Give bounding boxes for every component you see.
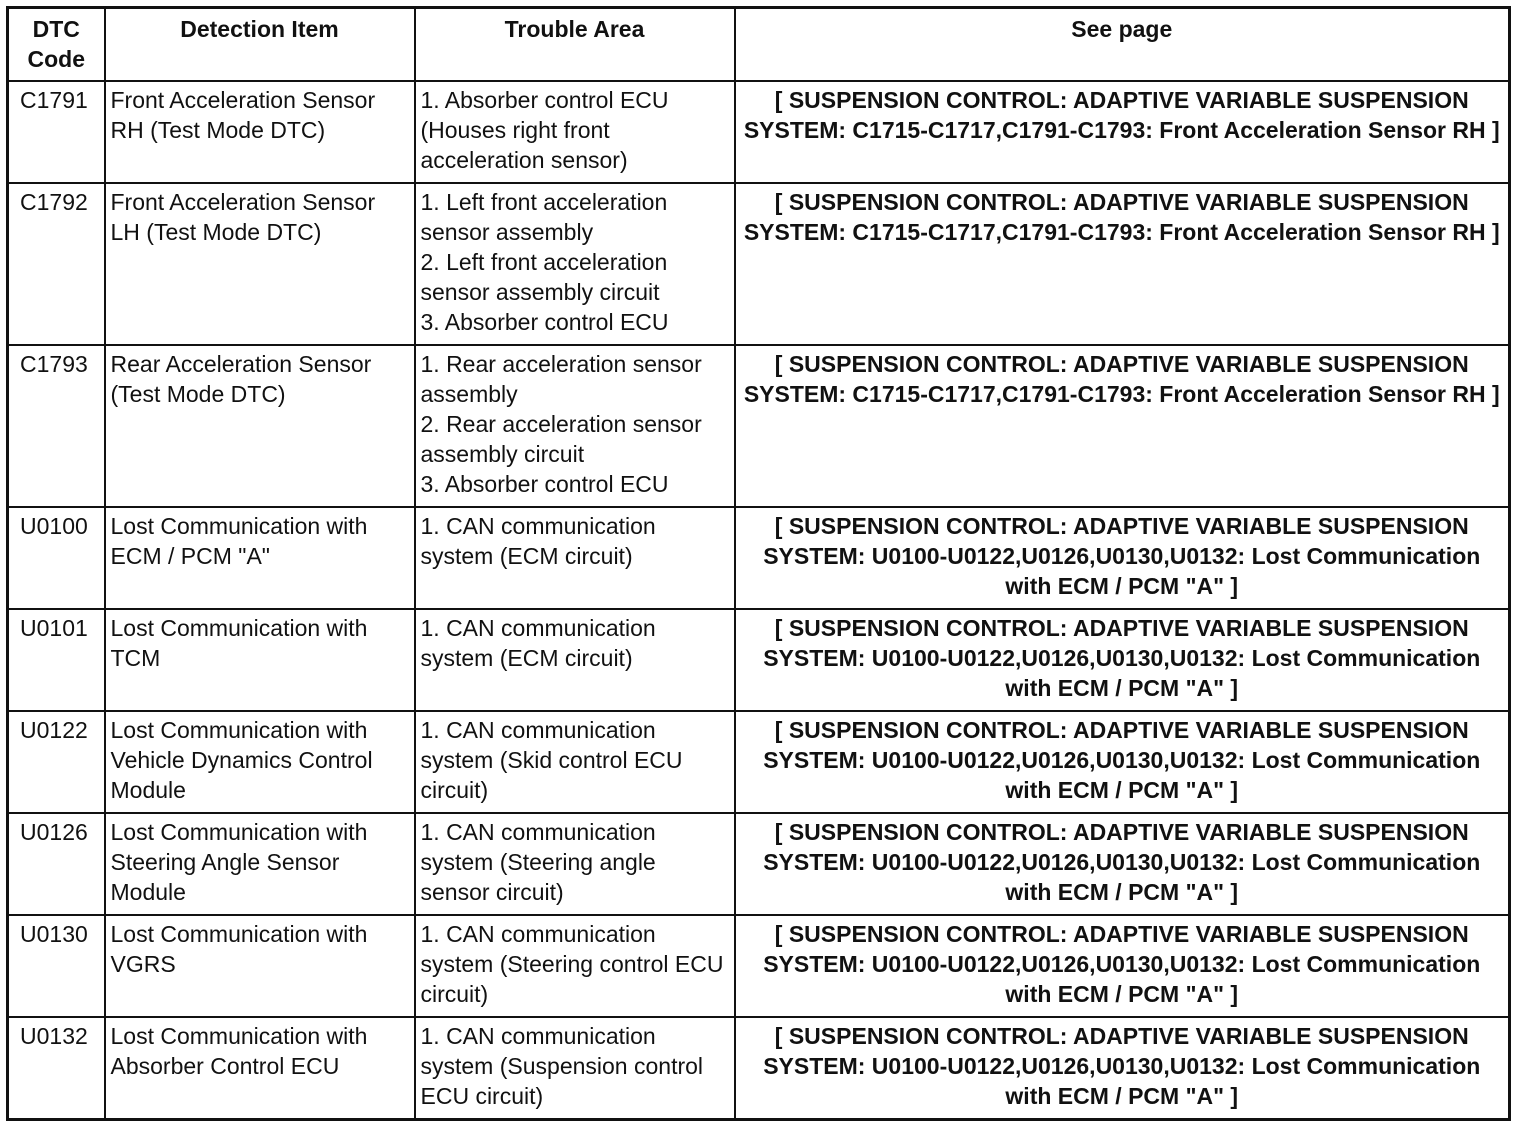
dtc-code-cell: C1791 <box>8 81 105 183</box>
trouble-area-cell <box>415 1017 735 1120</box>
header-dtc-code <box>8 8 105 81</box>
header-trouble-area: Trouble Area <box>415 8 735 81</box>
trouble-area-cell <box>415 345 735 507</box>
table-row <box>8 813 1510 915</box>
trouble-area-item: 2. Rear acceleration sensor assembly circuit <box>420 410 702 467</box>
header-see-page: See page <box>735 8 1510 81</box>
detection-item-cell: Lost Communication with Steering Angle Sensor Module <box>105 813 415 915</box>
see-page-link[interactable]: [ SUSPENSION CONTROL: ADAPTIVE VARIABLE SUSPENSION SYSTEM: U0100-U0122,U0126,U0130,U0132: Lost Communication with ECM / PCM "A" ] <box>735 915 1510 1017</box>
header-detection-item: Detection Item <box>105 8 415 81</box>
trouble-area-item: 1. Absorber control ECU (Houses right front acceleration sensor) <box>420 86 669 173</box>
detection-item-cell: Front Acceleration Sensor LH (Test Mode DTC) <box>105 183 415 345</box>
detection-item-cell: Lost Communication with VGRS <box>105 915 415 1017</box>
trouble-area-item: 1. CAN communication system (Steering control ECU circuit) <box>420 920 724 1007</box>
trouble-area-item: 1. Left front acceleration sensor assembly <box>420 188 668 245</box>
trouble-area-item: 1. CAN communication system (ECM circuit) <box>420 512 656 569</box>
table-row <box>8 1017 1510 1120</box>
dtc-code-cell: U0132 <box>8 1017 105 1120</box>
detection-item-cell: Lost Communication with ECM / PCM "A" <box>105 507 415 609</box>
header-dtc-code-line2: Code <box>27 46 85 72</box>
trouble-area-item: 1. CAN communication system (Skid control ECU circuit) <box>420 716 683 803</box>
trouble-area-cell <box>415 711 735 813</box>
trouble-area-item: 3. Absorber control ECU <box>420 470 669 497</box>
table-row <box>8 915 1510 1017</box>
detection-item-cell: Lost Communication with TCM <box>105 609 415 711</box>
trouble-area-item: 3. Absorber control ECU <box>420 308 669 335</box>
trouble-area-item: 1. CAN communication system (Suspension control ECU circuit) <box>420 1022 704 1109</box>
table-row <box>8 81 1510 183</box>
detection-item-cell: Front Acceleration Sensor RH (Test Mode DTC) <box>105 81 415 183</box>
detection-item-cell: Lost Communication with Absorber Control ECU <box>105 1017 415 1120</box>
dtc-code-cell: U0100 <box>8 507 105 609</box>
header-dtc-code-line1: DTC <box>32 16 80 42</box>
table-row <box>8 507 1510 609</box>
see-page-link[interactable]: [ SUSPENSION CONTROL: ADAPTIVE VARIABLE SUSPENSION SYSTEM: U0100-U0122,U0126,U0130,U0132: Lost Communication with ECM / PCM "A" ] <box>735 711 1510 813</box>
dtc-code-cell: C1792 <box>8 183 105 345</box>
trouble-area-cell <box>415 915 735 1017</box>
trouble-area-item: 1. Rear acceleration sensor assembly <box>420 350 702 407</box>
trouble-area-item: 2. Left front acceleration sensor assembly circuit <box>420 248 668 305</box>
dtc-code-cell: C1793 <box>8 345 105 507</box>
trouble-area-cell <box>415 81 735 183</box>
detection-item-cell: Rear Acceleration Sensor (Test Mode DTC) <box>105 345 415 507</box>
dtc-code-cell: U0122 <box>8 711 105 813</box>
table-row <box>8 711 1510 813</box>
table-row <box>8 345 1510 507</box>
see-page-link[interactable]: [ SUSPENSION CONTROL: ADAPTIVE VARIABLE SUSPENSION SYSTEM: U0100-U0122,U0126,U0130,U0132: Lost Communication with ECM / PCM "A" ] <box>735 1017 1510 1120</box>
trouble-area-item: 1. CAN communication system (Steering angle sensor circuit) <box>420 818 656 905</box>
trouble-area-item: 1. CAN communication system (ECM circuit) <box>420 614 656 671</box>
dtc-code-cell: U0126 <box>8 813 105 915</box>
see-page-link[interactable]: [ SUSPENSION CONTROL: ADAPTIVE VARIABLE SUSPENSION SYSTEM: U0100-U0122,U0126,U0130,U0132: Lost Communication with ECM / PCM "A" ] <box>735 609 1510 711</box>
table-row <box>8 609 1510 711</box>
see-page-link[interactable]: [ SUSPENSION CONTROL: ADAPTIVE VARIABLE SUSPENSION SYSTEM: C1715-C1717,C1791-C1793: Front Acceleration Sensor RH ] <box>735 183 1510 345</box>
dtc-code-cell: U0130 <box>8 915 105 1017</box>
table-header-row <box>8 8 1510 81</box>
detection-item-cell: Lost Communication with Vehicle Dynamics Control Module <box>105 711 415 813</box>
trouble-area-cell <box>415 507 735 609</box>
trouble-area-cell <box>415 609 735 711</box>
see-page-link[interactable]: [ SUSPENSION CONTROL: ADAPTIVE VARIABLE SUSPENSION SYSTEM: C1715-C1717,C1791-C1793: Front Acceleration Sensor RH ] <box>735 345 1510 507</box>
dtc-table <box>6 6 1511 1121</box>
dtc-code-cell: U0101 <box>8 609 105 711</box>
see-page-link[interactable]: [ SUSPENSION CONTROL: ADAPTIVE VARIABLE SUSPENSION SYSTEM: C1715-C1717,C1791-C1793: Front Acceleration Sensor RH ] <box>735 81 1510 183</box>
see-page-link[interactable]: [ SUSPENSION CONTROL: ADAPTIVE VARIABLE SUSPENSION SYSTEM: U0100-U0122,U0126,U0130,U0132: Lost Communication with ECM / PCM "A" ] <box>735 813 1510 915</box>
trouble-area-cell <box>415 183 735 345</box>
trouble-area-cell <box>415 813 735 915</box>
see-page-link[interactable]: [ SUSPENSION CONTROL: ADAPTIVE VARIABLE SUSPENSION SYSTEM: U0100-U0122,U0126,U0130,U0132: Lost Communication with ECM / PCM "A" ] <box>735 507 1510 609</box>
table-row <box>8 183 1510 345</box>
